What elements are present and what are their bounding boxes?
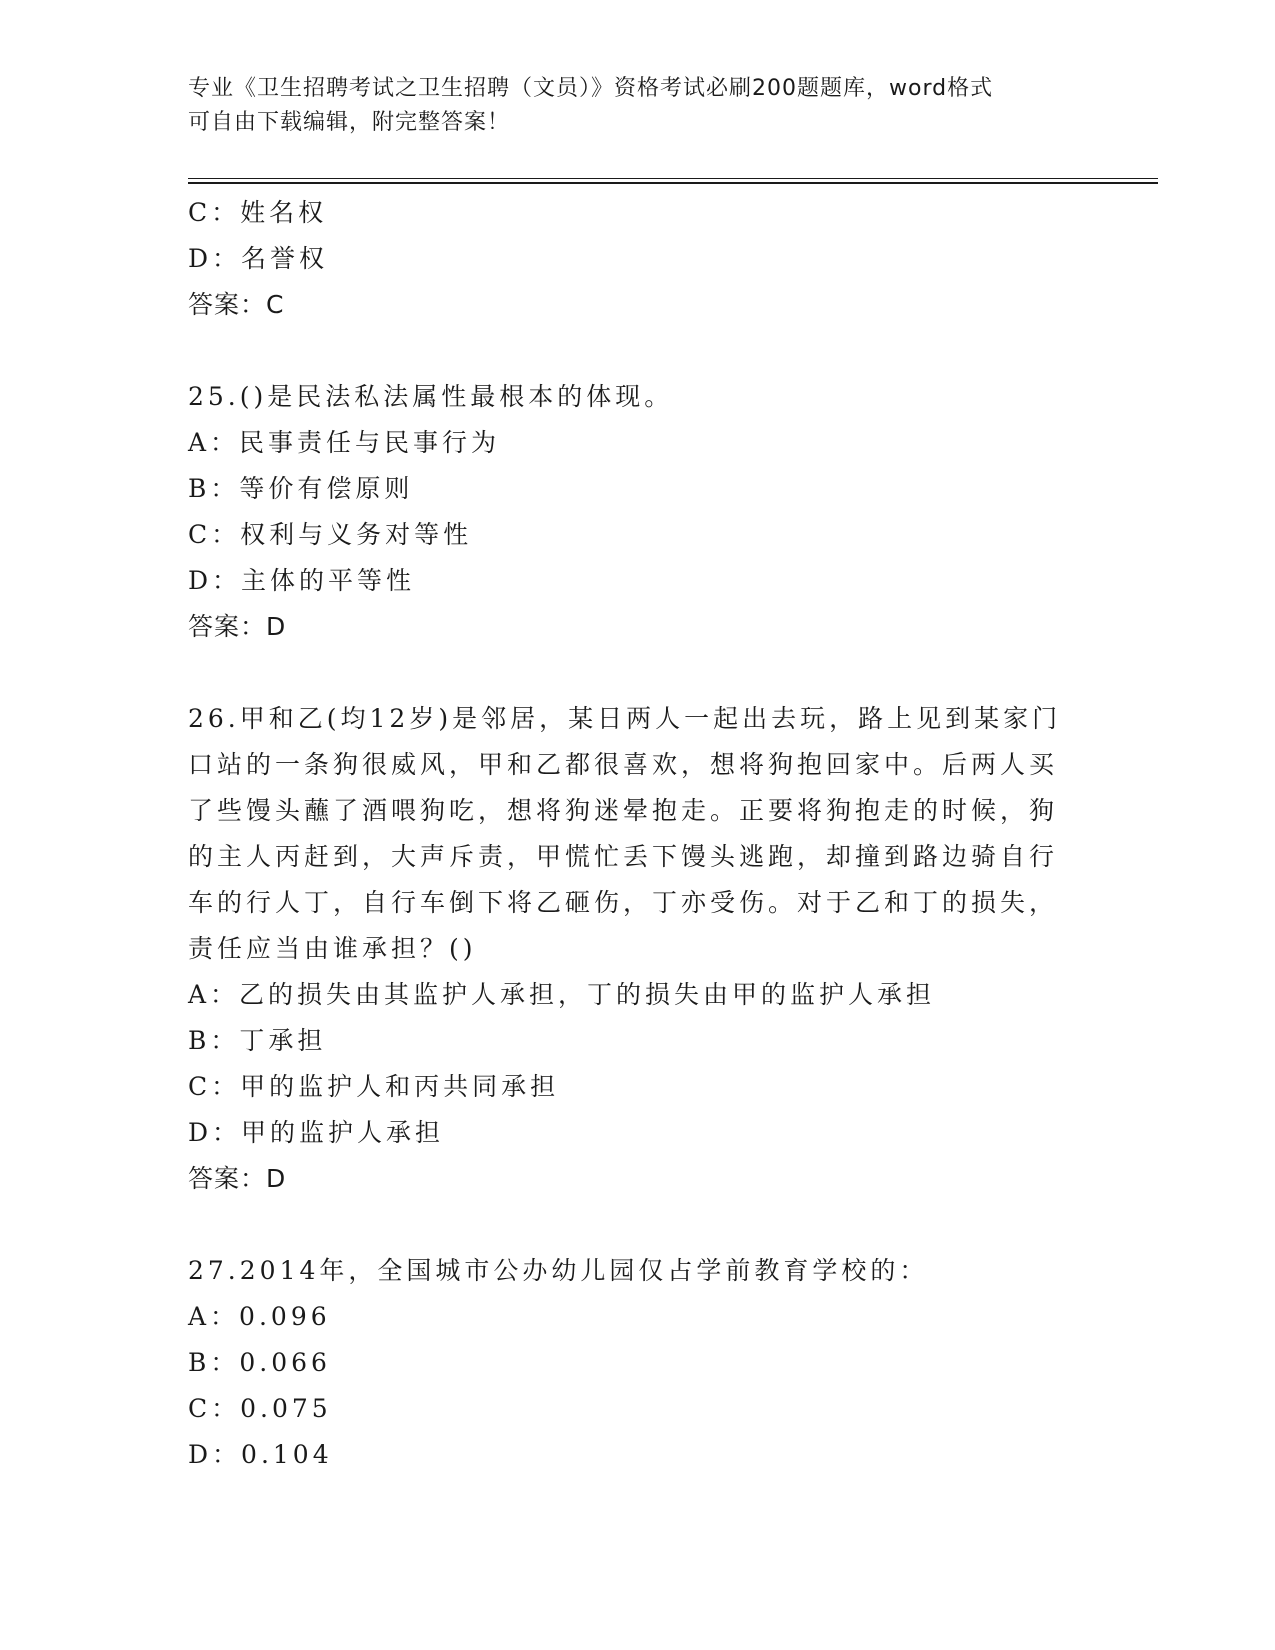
question-stem-line: 责任应当由谁承担？() bbox=[188, 934, 477, 963]
document-header: 专业《卫生招聘考试之卫生招聘（文员）》资格考试必刷200题题库，word格式 可自由下载编辑，附完整答案！ bbox=[188, 76, 994, 135]
question-25 bbox=[188, 374, 1068, 650]
question-stem-line: 车的行人丁，自行车倒下将乙砸伤，丁亦受伤。对于乙和丁的损失， bbox=[188, 888, 1059, 917]
option-d: D：0.104 bbox=[188, 1440, 333, 1469]
question-content bbox=[188, 190, 1068, 1478]
question-26 bbox=[188, 696, 1068, 1202]
question-27 bbox=[188, 1248, 1068, 1478]
option-a: A：民事责任与民事行为 bbox=[188, 428, 501, 457]
spacer bbox=[188, 1202, 1068, 1248]
answer-line: 答案：C bbox=[188, 290, 285, 319]
option-d: D：主体的平等性 bbox=[188, 566, 416, 595]
question-stem-line: 26.甲和乙(均12岁)是邻居，某日两人一起出去玩，路上见到某家门 bbox=[188, 704, 1062, 733]
answer-line: 答案：D bbox=[188, 612, 287, 641]
option-a: A：乙的损失由其监护人承担，丁的损失由甲的监护人承担 bbox=[188, 980, 936, 1009]
question-stem: 25.()是民法私法属性最根本的体现。 bbox=[188, 382, 674, 411]
spacer bbox=[188, 328, 1068, 374]
option-b: B：等价有偿原则 bbox=[188, 474, 414, 503]
header-rule-thick bbox=[188, 182, 1158, 184]
option-c: C：甲的监护人和丙共同承担 bbox=[188, 1072, 560, 1101]
prev-question bbox=[188, 190, 1068, 328]
header-rule-thin bbox=[188, 178, 1158, 179]
question-stem-line: 了些馒头蘸了酒喂狗吃，想将狗迷晕抱走。正要将狗抱走的时候，狗 bbox=[188, 796, 1059, 825]
question-stem-line: 口站的一条狗很威风，甲和乙都很喜欢，想将狗抱回家中。后两人买 bbox=[188, 750, 1059, 779]
option-c: C：权利与义务对等性 bbox=[188, 520, 473, 549]
option-b: B：0.066 bbox=[188, 1348, 331, 1377]
option-c: C：0.075 bbox=[188, 1394, 332, 1423]
option-b: B：丁承担 bbox=[188, 1026, 327, 1055]
option-d: D：名誉权 bbox=[188, 244, 329, 273]
question-stem: 27.2014年，全国城市公办幼儿园仅占学前教育学校的： bbox=[188, 1256, 929, 1285]
spacer bbox=[188, 650, 1068, 696]
option-a: A：0.096 bbox=[188, 1302, 331, 1331]
option-d: D：甲的监护人承担 bbox=[188, 1118, 445, 1147]
answer-line: 答案：D bbox=[188, 1164, 287, 1193]
option-c: C：姓名权 bbox=[188, 198, 328, 227]
question-stem-line: 的主人丙赶到，大声斥责，甲慌忙丢下馒头逃跑，却撞到路边骑自行 bbox=[188, 842, 1059, 871]
